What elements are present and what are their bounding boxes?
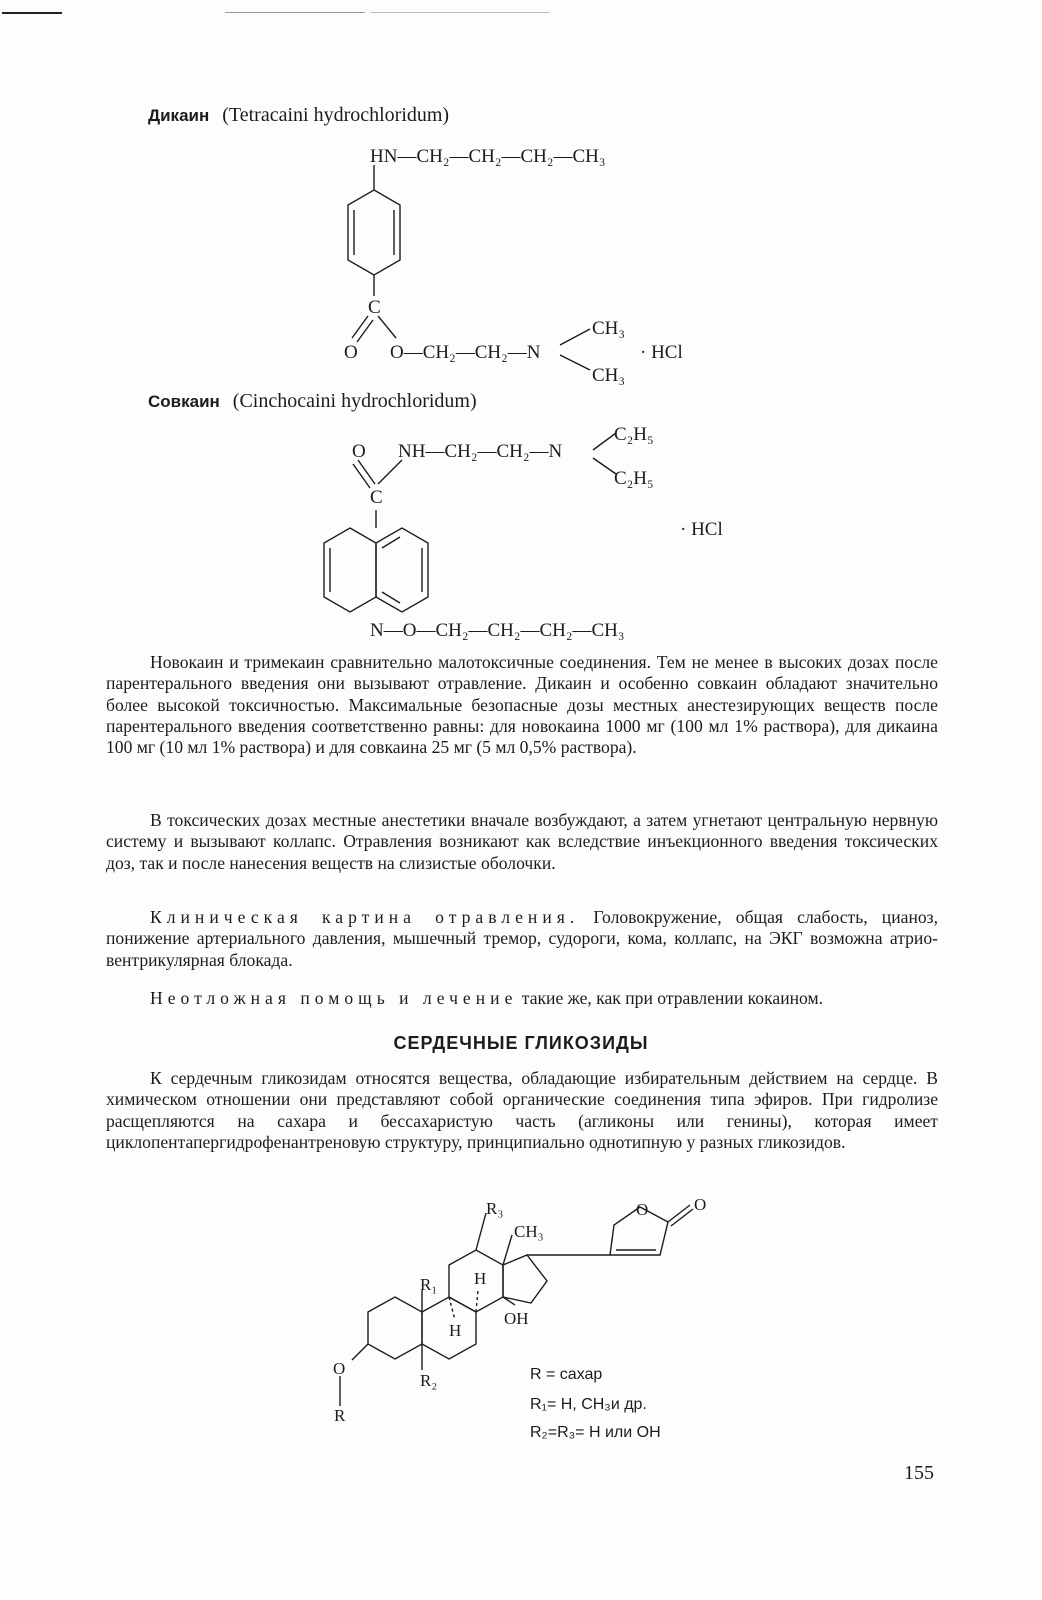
dicaine-ester-chain: O—CH₂—CH₂—N [390,342,541,363]
sovcaine-latin: (Cinchocaini hydrochloridum) [232,390,477,412]
lactone-ring-oxygen: O [636,1200,649,1219]
lactone-carbonyl-oxygen: O [694,1195,707,1214]
substituent-r2: R₂ [420,1371,438,1390]
substituent-r1: R₁ [420,1275,438,1294]
sovcaine-ethyl-2: C₂H₅ [614,468,654,489]
dicaine-methyl-1: CH₃ [592,318,626,339]
dicaine-hcl: · HCl [640,342,683,363]
sugar-residue-r: R [334,1406,346,1425]
substituent-r3: R₃ [486,1199,504,1218]
dicaine-carbonyl-o: O [344,342,358,363]
paragraph-text: Новокаин и тримекаин сравнительно малотоксичные соединения. Тем не менее в высоких дозах после парентерального введения они вызывают отравление. Дикаин и особенно совкаин обладают значительно более высокой токсичностью. Максимальные безопасные дозы местных анестезирующих веществ после парентерального введения соответственно равны: для новокаина 1000 мг (100 мл 1% раствора), для дикаина 100 мг (10 мл 1% раствора) и для совкаина 25 мг (5 мл 0,5% раствора). [106,652,938,758]
paragraph-text: Головокружение, общая слабость, цианоз, понижение артериального давления, мышечный тремор, судороги, кома, коллапс, на ЭКГ возможна атрио-вентрикулярная блокада. [106,907,938,970]
dicaine-side-chain: HN—CH₂—CH₂—CH₂—CH₃ [370,146,606,167]
sovcaine-hcl: · HCl [680,519,723,540]
paragraph-text: В токсических дозах местные анестетики вначале возбуждают, а затем угнетают центральную нервную систему и вызывают коллапс. Отравления возникают как вследствие инъекционного введения токсических доз, так и после нанесения веществ на слизистые оболочки. [106,810,938,873]
legend-r1: R₁= H, CH₃и др. [530,1396,647,1413]
dicaine-methyl-2: CH₃ [592,365,626,386]
sovcaine-name: Совкаин [148,392,220,411]
clinical-picture-label: Клиническая картина отравления. [150,907,580,927]
emergency-care-label: Неотложная помощь и лечение [150,988,518,1008]
dicaine-carbonyl-c: C [368,297,381,318]
hydrogen-upper: H [474,1269,487,1288]
legend-sugar: R = сахар [530,1366,603,1383]
sovcaine-amide-chain: NH—CH₂—CH₂—N [398,441,563,462]
sovcaine-carbonyl-o: O [352,441,366,462]
page-number: 155 [904,1462,934,1484]
section-title: СЕРДЕЧНЫЕ ГЛИКОЗИДЫ [393,1033,649,1053]
dicaine-name: Дикаин [148,106,210,125]
paragraph-text: такие же, как при отравлении кокаином. [521,988,824,1008]
sovcaine-carbonyl-c: C [370,487,383,508]
ether-oxygen: O [333,1359,346,1378]
methyl-label: CH₃ [514,1222,544,1241]
sovcaine-ethyl-1: C₂H₅ [614,424,654,445]
hydrogen-lower: H [449,1321,462,1340]
paragraph-text: К сердечным гликозидам относятся вещества, обладающие избирательным действием на сердце. В химическом отношении они представляют собой органические соединения типа эфиров. При гидролизе расщепляются на сахара и бессахаристую часть (агликоны или генины), которая имеет циклопентапергидрофенантреновую структуру, принципиально однотипную у разных гликозидов. [106,1068,938,1152]
sovcaine-quinoline-chain: N—O—CH₂—CH₂—CH₂—CH₃ [370,620,625,641]
legend-r2-r3: R₂=R₃= H или OH [530,1424,661,1441]
dicaine-latin: (Tetracaini hydrochloridum) [222,104,450,126]
hydroxyl-label: OH [504,1309,529,1328]
